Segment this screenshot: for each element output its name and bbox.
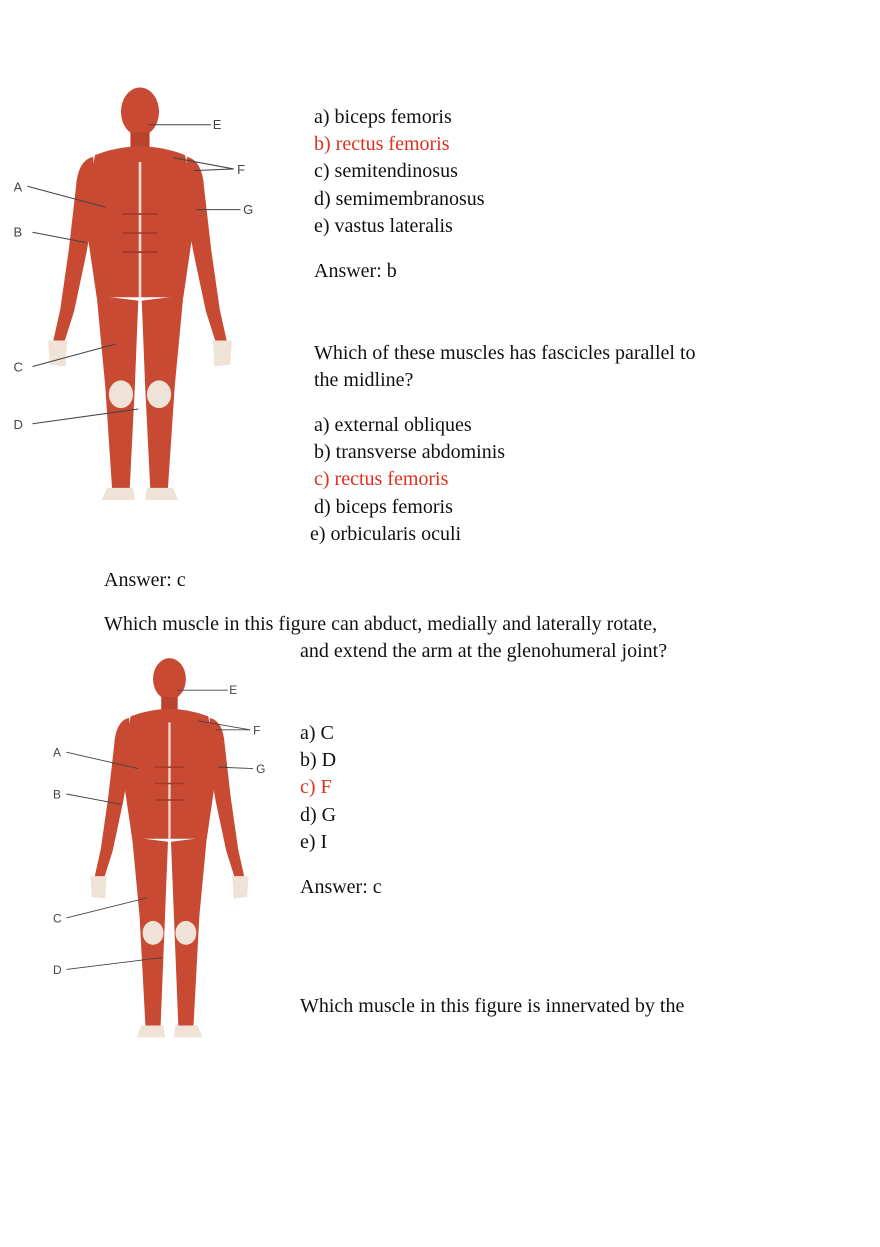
figure-label-g: G — [256, 762, 266, 777]
figure-label-f: F — [237, 162, 246, 178]
q3-option-a: a) C — [300, 722, 334, 744]
muscle-figure-bottom — [50, 655, 274, 1045]
figure-label-a: A — [13, 179, 23, 195]
figure-label-c: C — [13, 359, 23, 375]
q1-option-a: a) biceps femoris — [314, 106, 452, 128]
q2-option-c: c) rectus femoris — [314, 468, 449, 490]
q1-option-b: b) rectus femoris — [314, 133, 450, 155]
q3-question-line1: Which muscle in this figure can abduct, medially and laterally rotate, — [104, 613, 658, 635]
q1-option-d: d) semimembranosus — [314, 188, 485, 210]
anatomy-body — [48, 87, 232, 500]
figure-label-f: F — [253, 723, 261, 738]
figure-label-b: B — [13, 224, 23, 240]
figure-label-d: D — [52, 962, 62, 977]
figure-label-e: E — [212, 117, 222, 133]
q1-option-e: e) vastus lateralis — [314, 215, 453, 237]
figure-label-c: C — [52, 911, 62, 926]
q3-option-b: b) D — [300, 749, 337, 771]
q4-question-line1: Which muscle in this figure is innervated by the — [300, 995, 685, 1017]
q2-question-line2: the midline? — [314, 369, 414, 391]
q1-answer: Answer: b — [314, 260, 397, 282]
figure-label-d: D — [13, 416, 23, 432]
muscle-figure-top — [10, 76, 270, 508]
q2-question-line1: Which of these muscles has fascicles parallel to — [314, 342, 696, 364]
q3-option-d: d) G — [300, 804, 337, 826]
figure-label-e: E — [229, 682, 238, 697]
q2-option-d: d) biceps femoris — [314, 496, 453, 518]
q1-option-c: c) semitendinosus — [314, 160, 458, 182]
q2-option-a: a) external obliques — [314, 414, 472, 436]
q3-option-e: e) I — [300, 831, 328, 853]
q2-option-e: e) orbicularis oculi — [310, 523, 462, 545]
figure-label-b: B — [52, 787, 61, 802]
q3-option-c: c) F — [300, 776, 332, 798]
q3-answer: Answer: c — [300, 876, 382, 898]
q2-option-b: b) transverse abdominis — [314, 441, 506, 463]
anatomy-body — [90, 658, 248, 1037]
q2-answer: Answer: c — [104, 569, 186, 591]
figure-label-a: A — [52, 745, 61, 760]
q3-question-line2: and extend the arm at the glenohumeral joint? — [300, 640, 668, 662]
figure-label-g: G — [243, 202, 254, 217]
